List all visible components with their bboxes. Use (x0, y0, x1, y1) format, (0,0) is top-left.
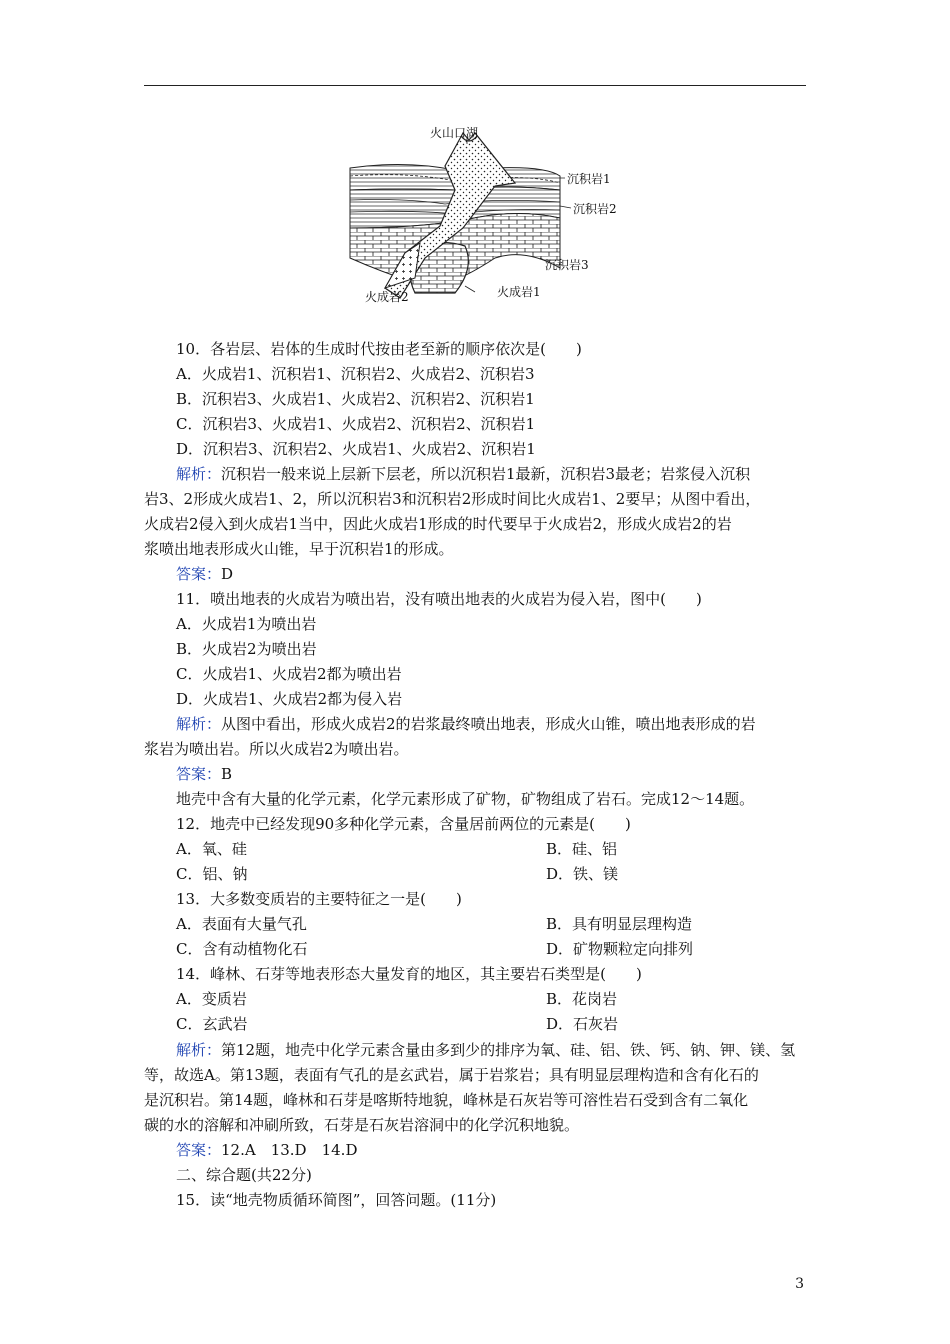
q10-analysis-line-3: 火成岩2侵入到火成岩1当中，因此火成岩1形成的时代要早于火成岩2，形成火成岩2的岩 (144, 515, 732, 533)
label-sedimentary-rock-2: 沉积岩2 (573, 202, 617, 216)
q11-option-b: B．火成岩2为喷出岩 (176, 640, 317, 658)
answer-label: 答案： (176, 565, 222, 583)
q11-option-a: A．火成岩1为喷出岩 (176, 615, 317, 633)
q12-14-answer (176, 1140, 357, 1160)
q14-option-c: C．玄武岩 (176, 1015, 248, 1033)
section-2-heading: 二、综合题(共22分) (176, 1166, 312, 1184)
analysis-label: 解析： (176, 715, 222, 733)
q10-option-a: A．火成岩1、沉积岩1、沉积岩2、火成岩2、沉积岩3 (176, 365, 535, 383)
answer-value: 12.A 13.D 14.D (221, 1141, 358, 1159)
intro-12-14: 地壳中含有大量的化学元素，化学元素形成了矿物，矿物组成了岩石。完成12～14题。 (176, 790, 755, 808)
q11-option-c: C．火成岩1、火成岩2都为喷出岩 (176, 665, 402, 683)
q10-option-d: D．沉积岩3、沉积岩2、火成岩1、火成岩2、沉积岩1 (176, 440, 536, 458)
q13-option-a: A．表面有大量气孔 (176, 915, 307, 933)
label-sedimentary-rock-1: 沉积岩1 (567, 172, 611, 186)
q12-14-analysis-line-1 (176, 1040, 795, 1060)
q15-stem: 15．读“地壳物质循环简图”，回答问题。(11分) (176, 1191, 497, 1209)
q14-option-d: D．石灰岩 (546, 1015, 619, 1033)
cross-section-drawing (345, 128, 605, 306)
geology-cross-section-figure (345, 126, 617, 306)
q10-analysis-line-2: 岩3、2形成火成岩1、2，所以沉积岩3和沉积岩2形成时间比火成岩1、2要早；从图中看出， (144, 490, 761, 508)
q12-14-analysis-line-4: 碳的水的溶解和冲刷所致，石芽是石灰岩溶洞中的化学沉积地貌。 (144, 1116, 580, 1134)
q10-analysis-line-4: 浆喷出地表形成火山锥，早于沉积岩1的形成。 (144, 540, 454, 558)
q12-option-a: A．氧、硅 (176, 840, 247, 858)
q14-option-a: A．变质岩 (176, 990, 247, 1008)
q12-stem: 12．地壳中已经发现90多种化学元素，含量居前两位的元素是( ) (176, 815, 631, 833)
q11-option-d: D．火成岩1、火成岩2都为侵入岩 (176, 690, 403, 708)
q12-option-d: D．铁、镁 (546, 865, 619, 883)
q12-14-analysis-line-2: 等，故选A。第13题，表面有气孔的是玄武岩，属于岩浆岩；具有明显层理构造和含有化石的 (144, 1066, 759, 1084)
q12-14-analysis-line-3: 是沉积岩。第14题，峰林和石芽是喀斯特地貌，峰林是石灰岩等可溶性岩石受到含有二氧化 (144, 1091, 749, 1109)
q10-stem: 10．各岩层、岩体的生成时代按由老至新的顺序依次是( ) (176, 340, 582, 358)
analysis-text: 第12题，地壳中化学元素含量由多到少的排序为氧、硅、铝、铁、钙、钠、钾、镁、氢 (221, 1041, 796, 1059)
answer-label: 答案： (176, 1141, 222, 1159)
q13-option-c: C．含有动植物化石 (176, 940, 308, 958)
answer-value: D (221, 565, 234, 583)
answer-label: 答案： (176, 765, 222, 783)
answer-value: B (221, 765, 233, 783)
q14-option-b: B．花岗岩 (546, 990, 618, 1008)
label-sedimentary-rock-3: 沉积岩3 (545, 258, 589, 272)
analysis-label: 解析： (176, 1041, 222, 1059)
page-number: 3 (795, 1276, 804, 1292)
q11-stem: 11．喷出地表的火成岩为喷出岩，没有喷出地表的火成岩为侵入岩，图中( ) (176, 590, 702, 608)
q10-option-b: B．沉积岩3、火成岩1、火成岩2、沉积岩2、沉积岩1 (176, 390, 535, 408)
label-igneous-rock-2: 火成岩2 (365, 290, 409, 304)
q11-answer (176, 764, 232, 784)
q12-option-b: B．硅、铝 (546, 840, 618, 858)
analysis-text: 从图中看出，形成火成岩2的岩浆最终喷出地表，形成火山锥，喷出地表形成的岩 (221, 715, 756, 733)
q11-analysis-line-2: 浆岩为喷出岩。所以火成岩2为喷出岩。 (144, 740, 409, 758)
q10-option-c: C．沉积岩3、火成岩1、火成岩2、沉积岩2、沉积岩1 (176, 415, 536, 433)
q12-option-c: C．铝、钠 (176, 865, 248, 883)
label-crater-lake: 火山口湖 (430, 126, 479, 140)
label-igneous-rock-1: 火成岩1 (497, 285, 541, 299)
q13-option-d: D．矿物颗粒定向排列 (546, 940, 694, 958)
q14-stem: 14．峰林、石芽等地表形态大量发育的地区，其主要岩石类型是( ) (176, 965, 642, 983)
analysis-text: 沉积岩一般来说上层新下层老，所以沉积岩1最新，沉积岩3最老；岩浆侵入沉积 (221, 465, 751, 483)
header-rule (144, 85, 806, 86)
q13-stem: 13．大多数变质岩的主要特征之一是( ) (176, 890, 462, 908)
q11-analysis-line-1 (176, 714, 756, 734)
q13-option-b: B．具有明显层理构造 (546, 915, 693, 933)
q10-analysis-line-1 (176, 464, 750, 484)
q10-answer (176, 564, 233, 584)
analysis-label: 解析： (176, 465, 222, 483)
